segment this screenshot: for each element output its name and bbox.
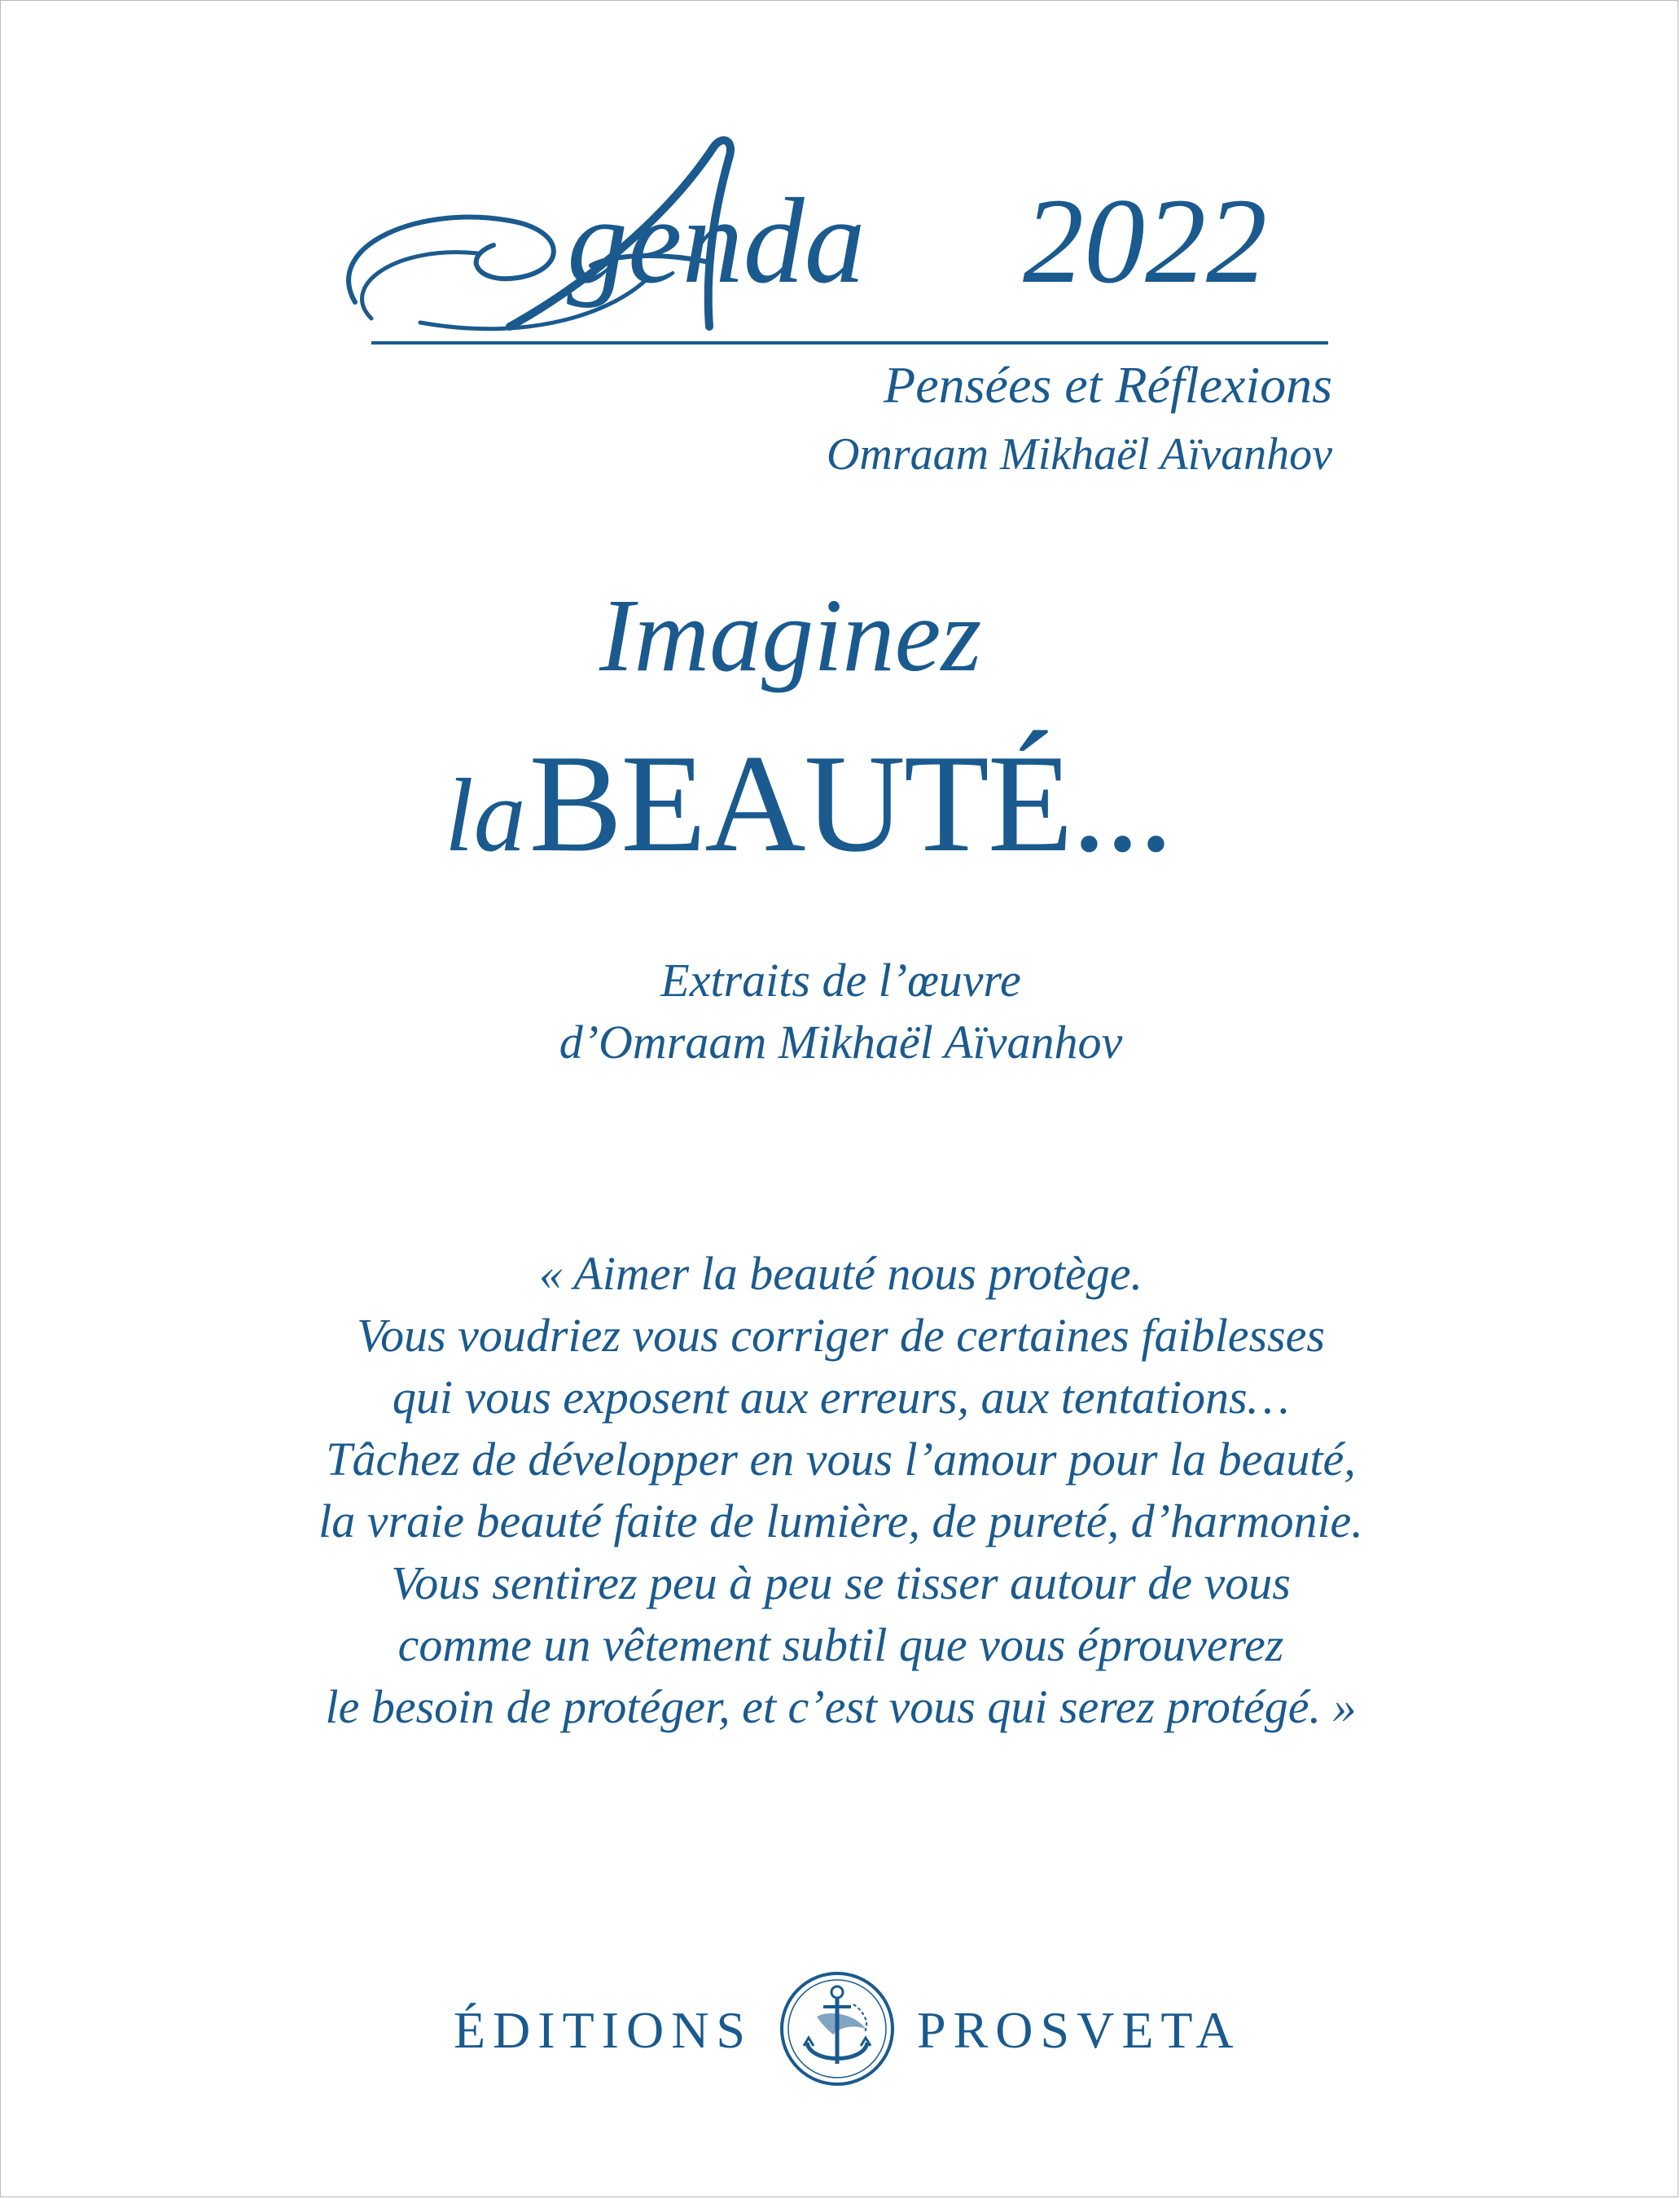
quote-block	[1, 1243, 1680, 1738]
extract-credit	[1, 950, 1680, 1073]
agenda-author: Omraam Mikhaël Aïvanhov	[826, 429, 1332, 480]
quote-line: Vous sentirez peu à peu se tisser autour de vous	[391, 1556, 1291, 1609]
anchor-emblem-icon	[776, 1968, 898, 2090]
quote-line: comme un vêtement subtil que vous éprouverez	[397, 1618, 1284, 1671]
publisher-name-left: ÉDITIONS	[453, 2001, 752, 2059]
agenda-title	[322, 123, 1332, 359]
title-beaute: BEAUTÉ...	[529, 726, 1172, 881]
extract-line-2: d’Omraam Mikhaël Aïvanhov	[559, 1016, 1123, 1069]
title-la: la	[445, 757, 526, 873]
title-line-1: Imaginez	[599, 577, 982, 693]
agenda-word: genda	[567, 173, 866, 309]
quote-line: qui vous exposent aux erreurs, aux tentations…	[392, 1371, 1290, 1424]
agenda-year: 2022	[1023, 173, 1267, 309]
publisher-logo	[1, 1968, 1680, 2098]
agenda-header	[322, 123, 1332, 498]
quote-line: Vous voudriez vous corriger de certaines faiblesses	[357, 1309, 1325, 1362]
quote-line: Tâchez de développer en vous l’amour pour la beauté,	[326, 1433, 1356, 1486]
publisher-name-right: PROSVETA	[917, 2001, 1241, 2059]
extract-line-1: Extraits de l’œuvre	[660, 954, 1021, 1007]
title-line-2	[445, 726, 1172, 881]
quote-line: le besoin de protéger, et c’est vous qui serez protégé. »	[325, 1680, 1357, 1733]
quote-line: la vraie beauté faite de lumière, de pureté, d’harmonie.	[318, 1495, 1363, 1547]
quote-line: « Aimer la beauté nous protège.	[538, 1247, 1143, 1300]
agenda-subtitle: Pensées et Réflexions	[884, 356, 1332, 414]
